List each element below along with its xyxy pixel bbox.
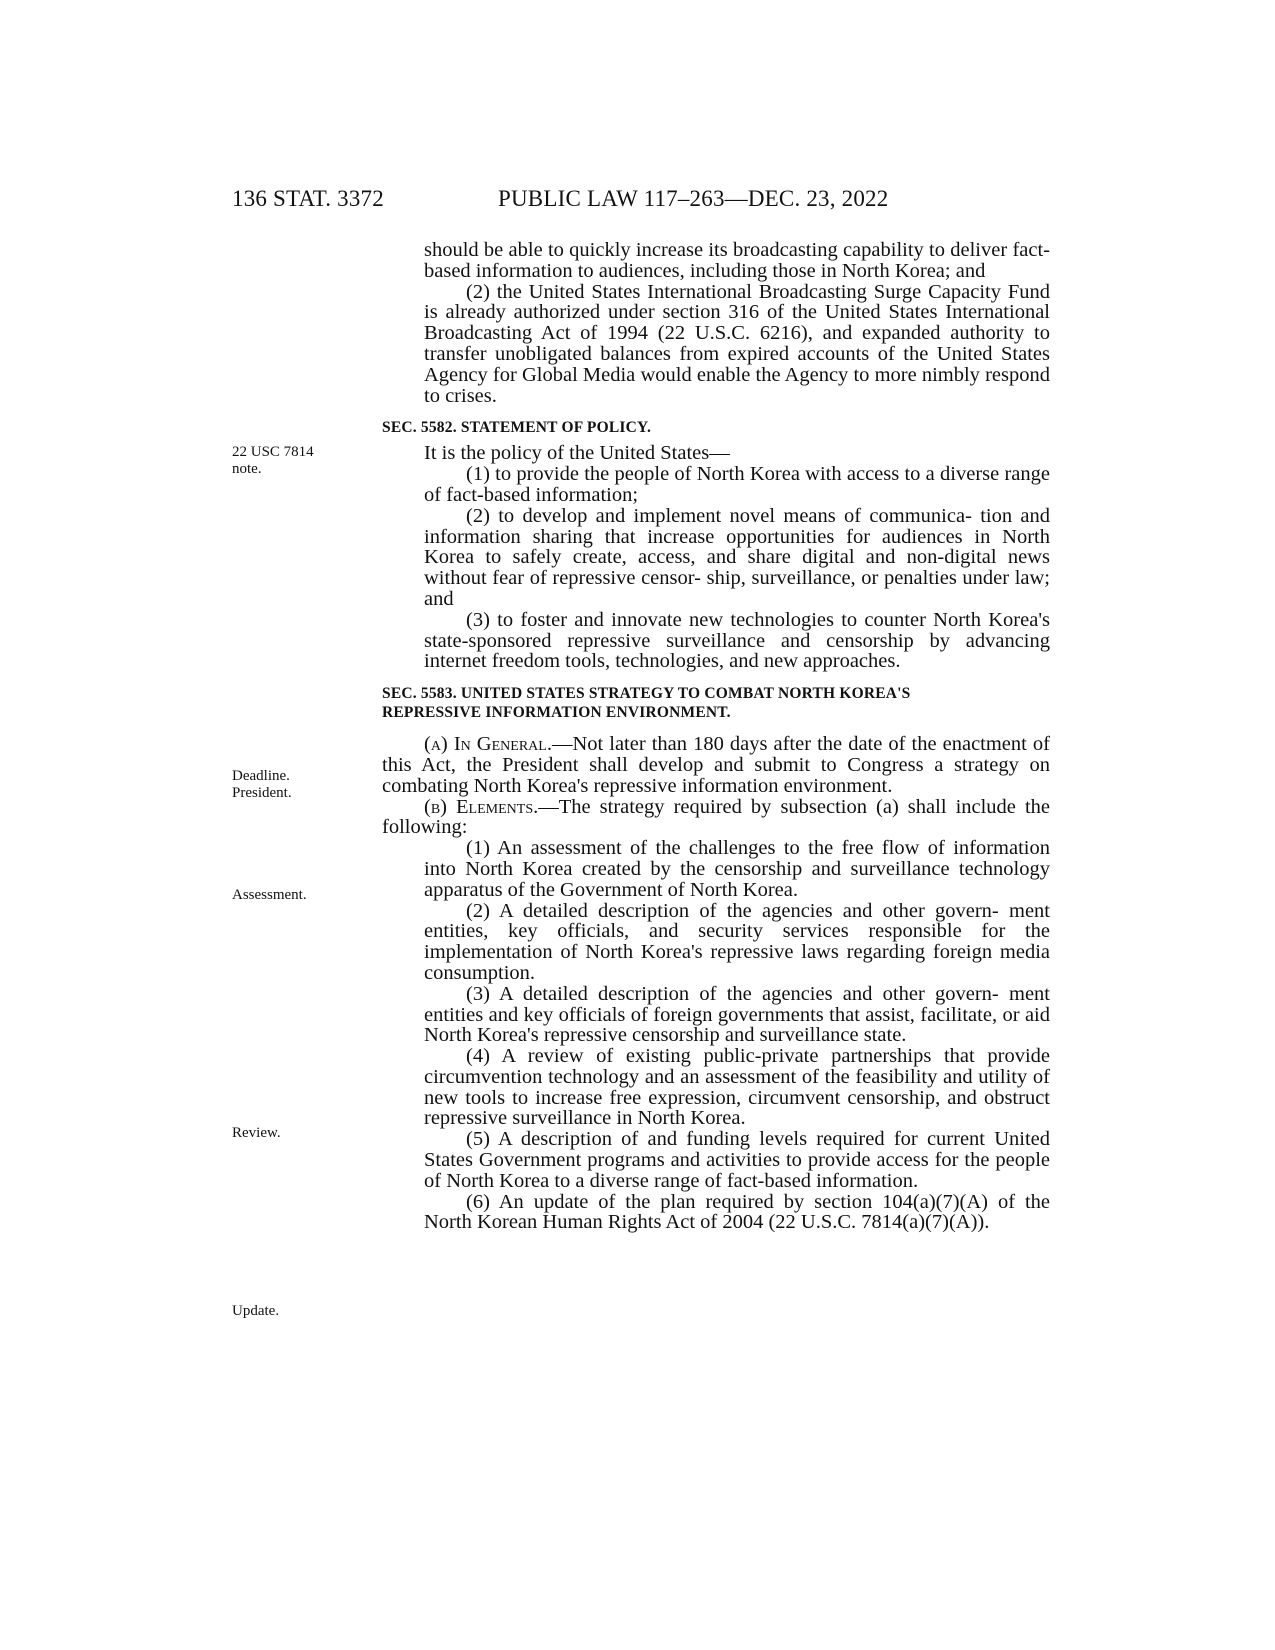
policy-item-3: (3) to foster and innovate new technologies to counter North Korea's state-sponsored repressive surveillance and censorship by advancing internet freedom tools, technologies, and new approaches. bbox=[424, 608, 1050, 673]
margin-note-deadline-line1: Deadline. bbox=[232, 768, 290, 784]
margin-note-deadline-line2: President. bbox=[232, 785, 292, 801]
running-header-title: PUBLIC LAW 117–263—DEC. 23, 2022 bbox=[498, 186, 889, 211]
finding-1-continuation: should be able to quickly increase its broadcasting capability to deliver fact-based information to audiences, including those in North Korea; and bbox=[424, 239, 1050, 282]
margin-note-usc-line2: note. bbox=[232, 461, 262, 477]
subsection-b-text: —The strategy required by subsection (a) shall include the following: bbox=[382, 795, 1050, 839]
element-2: (2) A detailed description of the agencies and other govern- ment entities, key officials, and security services responsible for the implementation of North Korea's repressive laws regarding foreign media consumption. bbox=[424, 899, 1050, 984]
margin-note-usc bbox=[232, 444, 314, 478]
margin-note-update: Update. bbox=[232, 1303, 280, 1319]
section-5583-heading-line2: REPRESSIVE INFORMATION ENVIRONMENT. bbox=[382, 704, 731, 722]
margin-note-usc-line1: 22 USC 7814 bbox=[232, 444, 314, 460]
subsection-b bbox=[382, 797, 1050, 839]
policy-intro: It is the policy of the United States— bbox=[424, 442, 730, 465]
margin-note-review: Review. bbox=[232, 1125, 281, 1141]
section-5583-heading-line1: SEC. 5583. UNITED STATES STRATEGY TO COMBAT NORTH KOREA'S bbox=[382, 685, 911, 703]
section-5582-heading: SEC. 5582. STATEMENT OF POLICY. bbox=[382, 419, 652, 437]
element-5: (5) A description of and funding levels required for current United States Government programs and activities to provide access for the people of North Korea to a diverse range of fact-based information. bbox=[424, 1128, 1050, 1192]
subsection-a bbox=[382, 734, 1050, 796]
element-6: (6) An update of the plan required by section 104(a)(7)(A) of the North Korean Human Rights Act of 2004 (22 U.S.C. 7814(a)(7)(A)). bbox=[424, 1190, 1050, 1234]
element-4: (4) A review of existing public-private partnerships that provide circumvention technology and an assessment of the feasibility and utility of new tools to increase free expression, circumvent censorship, and obstruct repressive surveillance in North Korea. bbox=[424, 1045, 1050, 1130]
element-1: (1) An assessment of the challenges to the free flow of information into North Korea created by the censorship and surveillance technology apparatus of the Government of North Korea. bbox=[424, 837, 1050, 901]
subsection-b-label: (b) Elements. bbox=[424, 795, 539, 818]
policy-item-2: (2) to develop and implement novel means of communica- tion and information sharing that increase opportunities for audiences in North Korea to safely create, access, and share digital and non-digital news without fear of repressive censor- ship, surveillance, or penalties under law; and bbox=[424, 504, 1050, 610]
margin-note-deadline bbox=[232, 768, 292, 802]
policy-item-1: (1) to provide the people of North Korea with access to a diverse range of fact-based information; bbox=[424, 463, 1050, 506]
subsection-a-label: (a) In General. bbox=[424, 733, 552, 756]
body-text bbox=[382, 240, 1050, 1233]
element-3: (3) A detailed description of the agencies and other govern- ment entities and key officials of foreign governments that assist, facilitate, or aid North Korea's repressive censorship and surveillance state. bbox=[424, 982, 1050, 1047]
margin-note-assessment: Assessment. bbox=[232, 887, 307, 903]
subsection-a-text: —Not later than 180 days after the date of the enactment of this Act, the President shall develop and submit to Congress a strategy on combating North Korea's repressive information environment. bbox=[382, 733, 1050, 797]
finding-2: (2) the United States International Broadcasting Surge Capacity Fund is already authorized under section 316 of the United States International Broadcasting Act of 1994 (22 U.S.C. 6216), and expanded authority to transfer unobligated balances from expired accounts of the United States Agency for Global Media would enable the Agency to more nimbly respond to crises. bbox=[424, 280, 1050, 407]
page-stat-reference: 136 STAT. 3372 bbox=[232, 186, 384, 211]
